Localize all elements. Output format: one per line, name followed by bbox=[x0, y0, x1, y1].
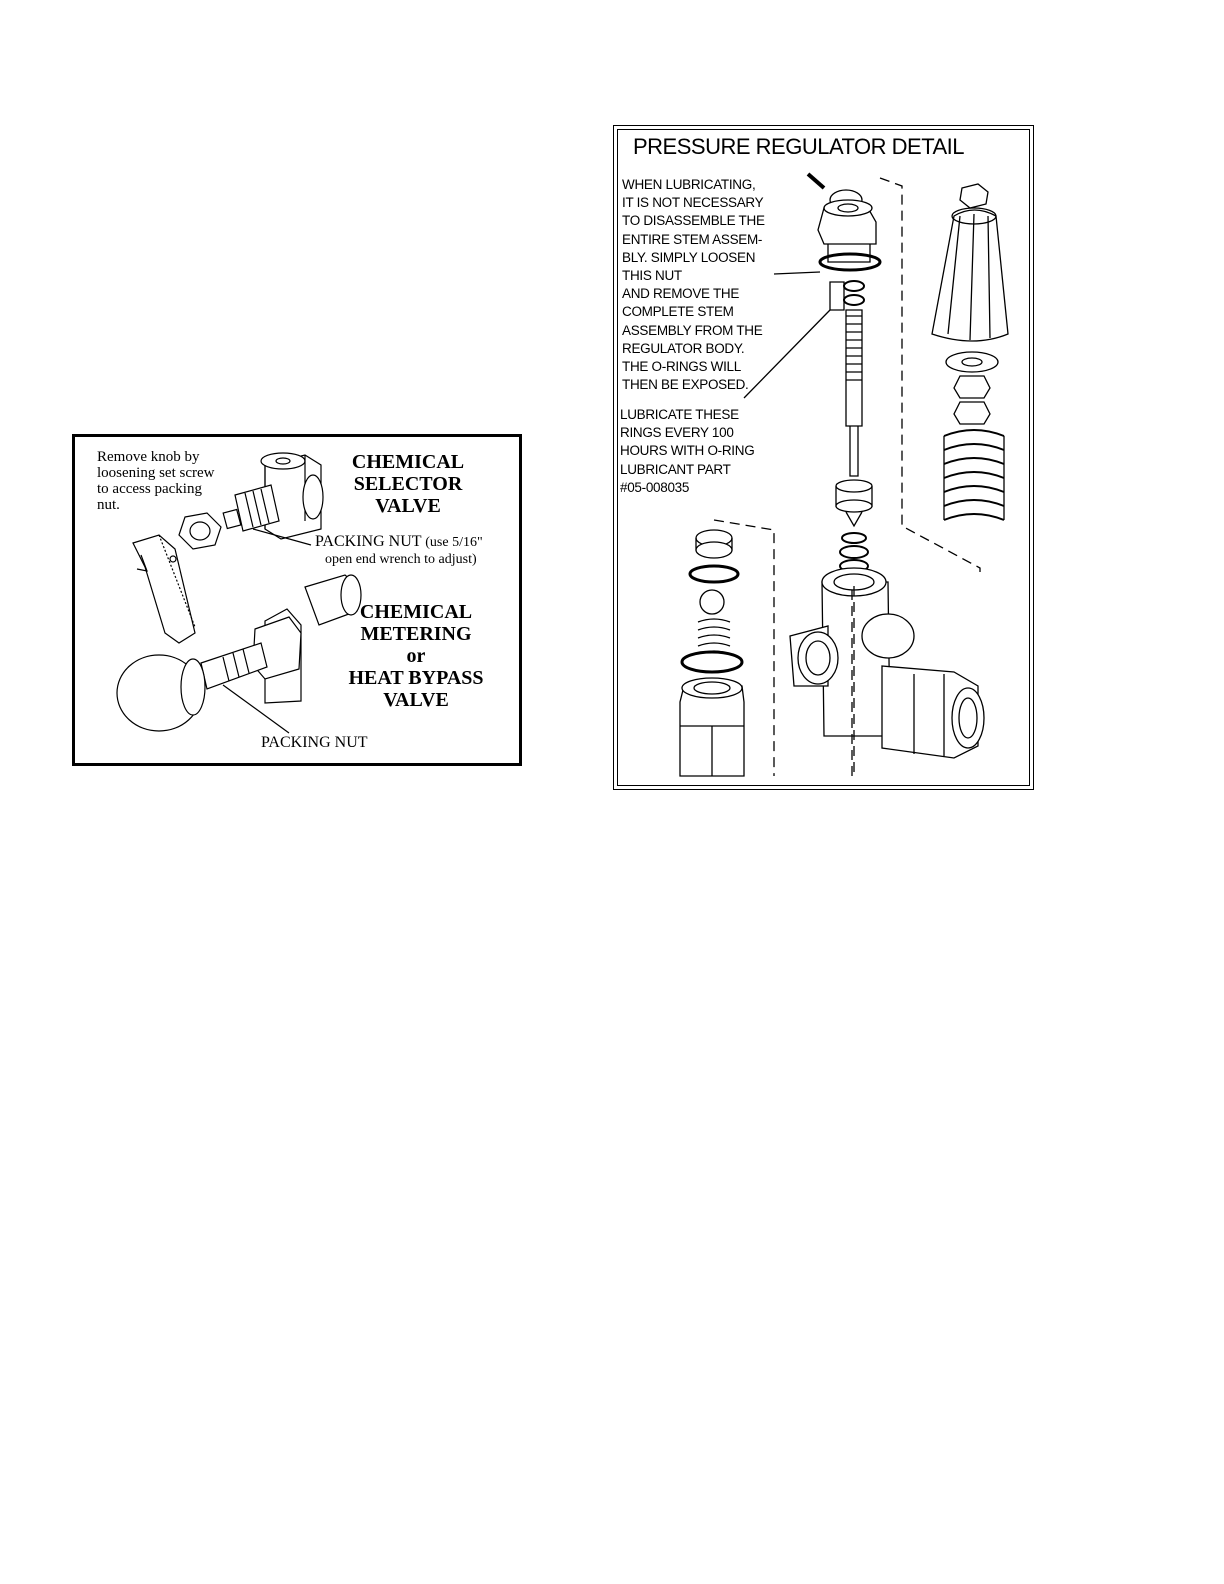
note-line: TO DISASSEMBLE THE bbox=[622, 213, 765, 229]
title-line: SELECTOR bbox=[353, 473, 463, 495]
title-line: CHEMICAL bbox=[359, 601, 473, 623]
note-line: IT IS NOT NECESSARY bbox=[622, 195, 764, 211]
title-line: VALVE bbox=[375, 495, 441, 517]
chemical-metering-valve-title bbox=[331, 601, 501, 711]
ring-bracket bbox=[830, 282, 844, 310]
selector-knob-lever bbox=[133, 535, 195, 643]
metering-stem bbox=[201, 643, 267, 689]
valves-diagram-panel bbox=[72, 434, 522, 766]
note-line: WHEN LUBRICATING, bbox=[622, 177, 756, 192]
metering-knob bbox=[117, 655, 205, 731]
wrench-note-line2: open end wrench to adjust) bbox=[325, 552, 477, 567]
note-line: ENTIRE STEM ASSEM- bbox=[622, 231, 763, 247]
title-line: METERING bbox=[360, 623, 472, 645]
pressure-regulator-panel bbox=[613, 125, 1034, 790]
note-line: ASSEMBLY FROM THE bbox=[622, 322, 763, 338]
chemical-selector-valve-title bbox=[333, 451, 483, 517]
regulator-body bbox=[790, 568, 984, 758]
regulator-stem-rod bbox=[836, 310, 872, 526]
title-line: CHEMICAL bbox=[351, 451, 465, 473]
note-line: REGULATOR BODY. bbox=[622, 340, 745, 356]
note-line: COMPLETE STEM bbox=[622, 304, 734, 320]
note-line: BLY. SIMPLY LOOSEN bbox=[622, 249, 756, 265]
title-line: HEAT BYPASS bbox=[348, 667, 484, 689]
note-line: LUBRICATE THESE bbox=[620, 407, 739, 422]
poppet-assembly bbox=[680, 530, 744, 776]
packing-nut-selector-label bbox=[315, 533, 483, 568]
note-line: THEN BE EXPOSED. bbox=[622, 377, 749, 393]
note-line: AND REMOVE THE bbox=[622, 286, 740, 302]
note-line: LUBRICANT PART bbox=[620, 461, 731, 477]
remove-knob-note: Remove knob by loosening set screw to access packing nut. bbox=[97, 449, 215, 513]
lubricate-rings-note bbox=[620, 406, 770, 497]
packing-nut-hex bbox=[179, 513, 221, 549]
note-line: THE O-RINGS WILL bbox=[622, 359, 741, 375]
top-stem-fitting bbox=[818, 190, 880, 270]
note-line: #05-008035 bbox=[620, 479, 690, 495]
title-line: VALVE bbox=[383, 689, 449, 711]
note-line: THIS NUT bbox=[622, 268, 682, 284]
packing-nut-label: PACKING NUT bbox=[315, 533, 422, 550]
note-line: HOURS WITH O-RING bbox=[620, 443, 755, 459]
title-line: or bbox=[406, 645, 426, 667]
lubricating-note bbox=[622, 176, 792, 394]
regulator-title: PRESSURE REGULATOR DETAIL bbox=[633, 134, 965, 159]
cap-assembly bbox=[932, 184, 1008, 520]
packing-nut-metering-label: PACKING NUT bbox=[261, 734, 368, 751]
note-line: RINGS EVERY 100 bbox=[620, 425, 734, 441]
wrench-note-line1: (use 5/16" bbox=[425, 535, 483, 550]
pin bbox=[808, 174, 824, 188]
